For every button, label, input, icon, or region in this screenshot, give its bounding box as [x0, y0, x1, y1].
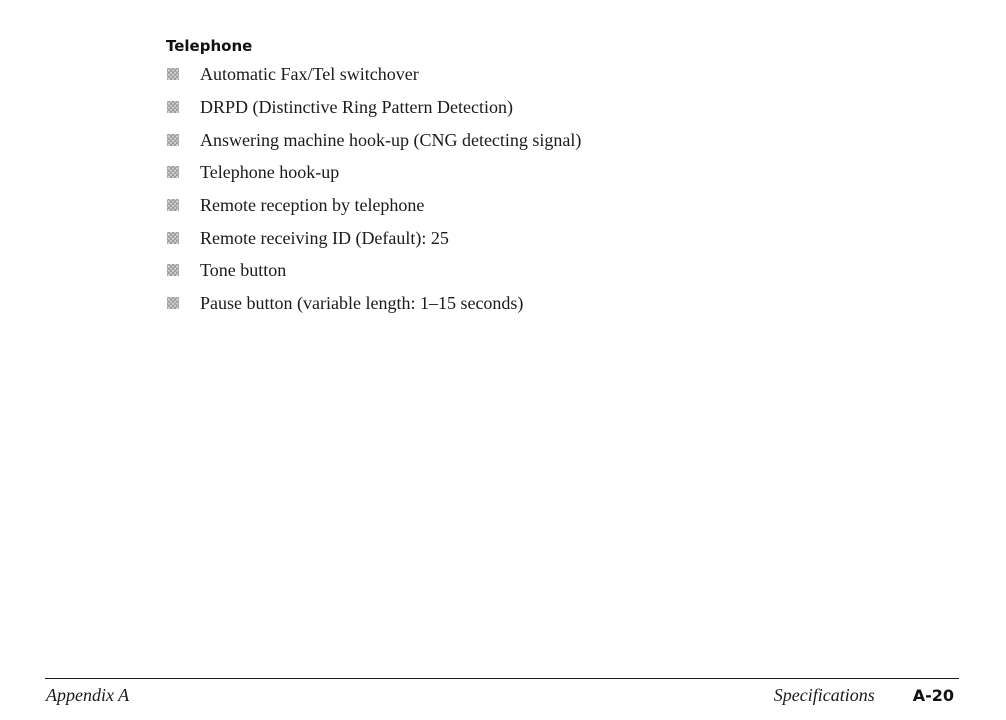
list-item-text: Answering machine hook-up (CNG detecting signal) — [200, 129, 582, 150]
bullet-square-icon — [167, 101, 179, 113]
telephone-section — [166, 36, 926, 320]
feature-list — [166, 58, 926, 320]
list-item — [166, 221, 926, 254]
list-item — [166, 156, 926, 189]
footer-right — [774, 684, 954, 707]
list-item — [166, 123, 926, 156]
bullet-square-icon — [167, 166, 179, 178]
footer-section-label: Specifications — [773, 685, 875, 705]
list-item — [166, 91, 926, 124]
bullet-square-icon — [167, 297, 179, 309]
bullet-square-icon — [167, 264, 179, 276]
list-item-text: Remote receiving ID (Default): 25 — [200, 227, 449, 248]
list-item-text: Automatic Fax/Tel switchover — [200, 64, 419, 85]
bullet-square-icon — [167, 68, 179, 80]
list-item — [166, 287, 926, 320]
bullet-square-icon — [167, 232, 179, 244]
page-number: A-20 — [912, 686, 954, 705]
footer-divider — [45, 678, 959, 679]
bullet-square-icon — [167, 199, 179, 211]
bullet-square-icon — [167, 134, 179, 146]
list-item-text: Telephone hook-up — [200, 162, 340, 183]
list-item-text: DRPD (Distinctive Ring Pattern Detection) — [200, 97, 513, 118]
footer-appendix-label: Appendix A — [46, 685, 130, 705]
section-title: Telephone — [166, 37, 253, 55]
list-item-text: Tone button — [200, 260, 287, 281]
list-item — [166, 58, 926, 91]
list-item — [166, 254, 926, 287]
list-item-text: Remote reception by telephone — [200, 195, 425, 216]
list-item-text: Pause button (variable length: 1–15 seconds) — [200, 293, 524, 314]
list-item — [166, 189, 926, 222]
